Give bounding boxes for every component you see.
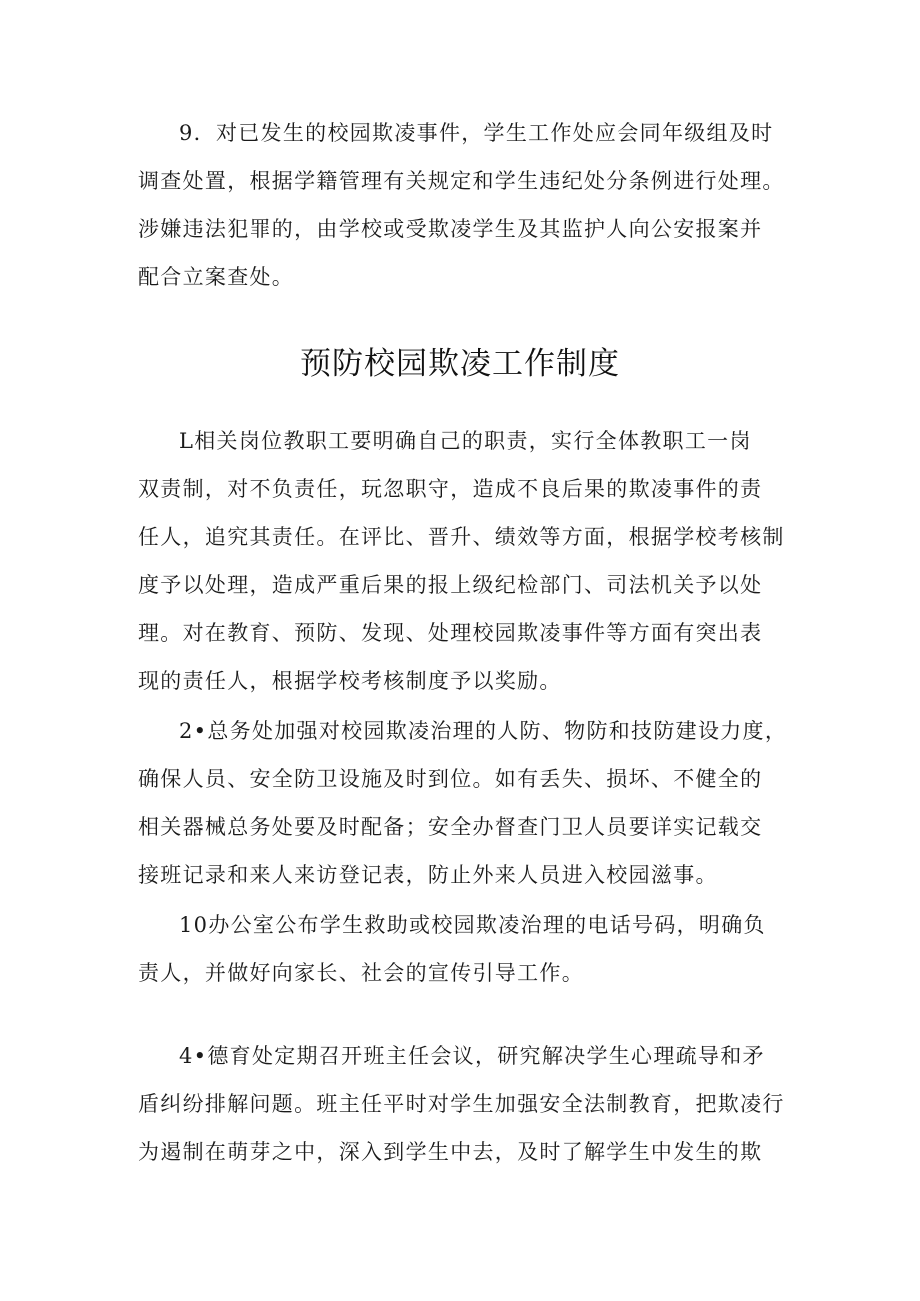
item-1-line-6: 现的责任人，根据学校考核制度予以奖励。: [138, 669, 562, 693]
paragraph-9-line-4: 配合立案查处。: [138, 265, 295, 289]
paragraph-9-line-2: 调查处置，根据学籍管理有关规定和学生违纪处分条例进行处理。: [138, 169, 785, 193]
item-2-line-2: 确保人员、安全防卫设施及时到位。如有丢失、损坏、不健全的: [138, 767, 763, 791]
item-1-line-4: 度予以处理，造成严重后果的报上级纪检部门、司法机关予以处: [138, 573, 763, 597]
item-1-line-1: L相关岗位教职工要明确自己的职责，实行全体教职工一岗: [179, 429, 752, 453]
paragraph-9-line-3: 涉嫌违法犯罪的，由学校或受欺凌学生及其监护人向公安报案并: [138, 217, 763, 241]
item-1-line-5: 理。对在教育、预防、发现、处理校园欺凌事件等方面有突出表: [138, 621, 763, 645]
item-3-line-2: 责人，并做好向家长、社会的宣传引导工作。: [138, 961, 584, 985]
paragraph-9-line-1: 9．对已发生的校园欺凌事件，学生工作处应会同年级组及时: [179, 121, 774, 145]
item-4-line-3: 为遏制在萌芽之中，深入到学生中去，及时了解学生中发生的欺: [138, 1140, 763, 1164]
item-4-line-2: 盾纠纷排解问题。班主任平时对学生加强安全法制教育，把欺凌行: [138, 1092, 785, 1116]
item-2-line-1: 2•总务处加强对校园欺凌治理的人防、物防和技防建设力度，: [179, 719, 788, 743]
item-3-line-1: 10办公室公布学生救助或校园欺凌治理的电话号码，明确负: [179, 913, 766, 937]
item-4-line-1: 4•德育处定期召开班主任会议，研究解决学生心理疏导和矛: [179, 1044, 765, 1068]
item-2-line-3: 相关器械总务处要及时配备；安全办督查门卫人员要详实记载交: [138, 815, 763, 839]
item-2-line-4: 接班记录和来人来访登记表，防止外来人员进入校园滋事。: [138, 863, 718, 887]
item-1-line-2: 双责制，对不负责任，玩忽职守，造成不良后果的欺凌事件的责: [138, 477, 763, 501]
item-1-line-3: 任人，追究其责任。在评比、晋升、绩效等方面，根据学校考核制: [138, 525, 785, 549]
section-title: 预防校园欺凌工作制度: [300, 346, 620, 382]
